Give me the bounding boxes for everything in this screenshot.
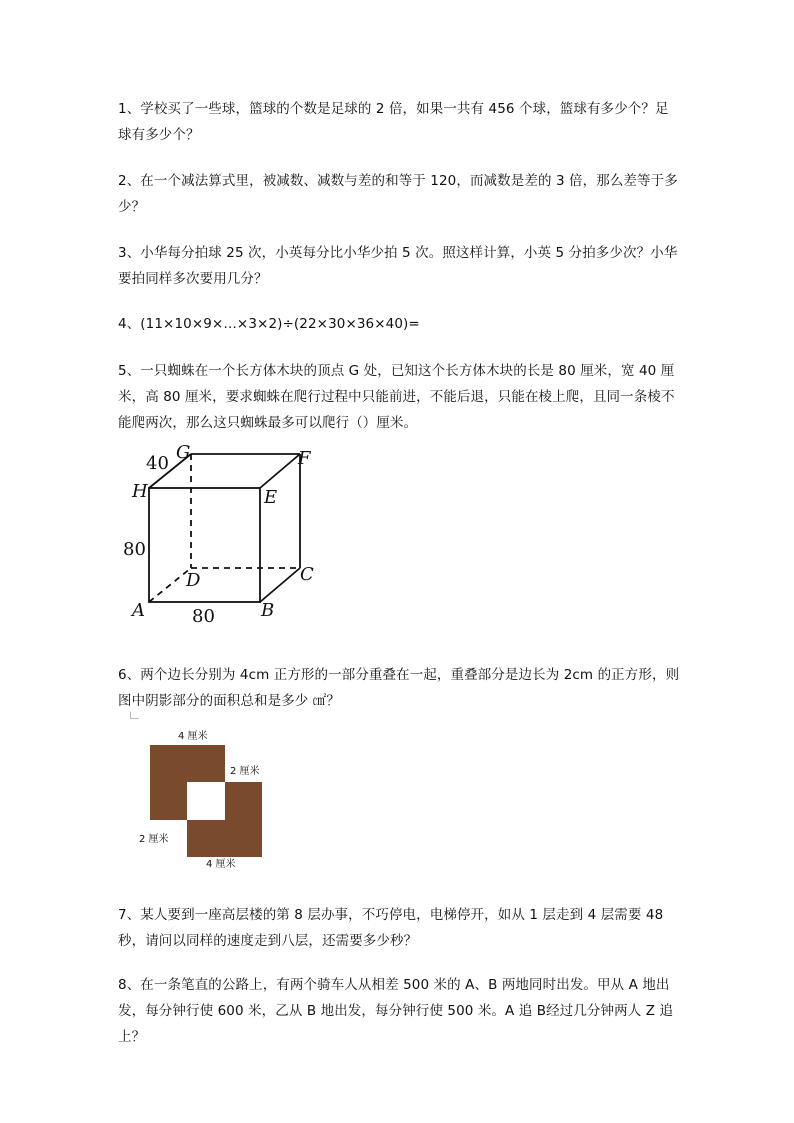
front-face — [149, 488, 260, 602]
question-7: 7、某人要到一座高层楼的第 8 层办事，不巧停电，电梯停开，如从 1 层走到 4 层需要 48 秒，请问以同样的速度走到八层，还需要多少秒？ — [118, 907, 664, 949]
overlapping-squares-figure — [128, 712, 278, 872]
question-5: 5、一只蜘蛛在一个长方体木块的顶点 G 处，已知这个长方体木块的长是 80 厘米，宽 40 厘米，高 80 厘米，要求蜘蛛在爬行过程中只能前进，不能后退，只能在棱上爬，且同一条棱不能爬两次，那么这只蜘蛛最多可以爬行（）厘米。 — [118, 363, 675, 431]
vertex-label-G: G — [176, 442, 191, 463]
cuboid-figure — [118, 440, 328, 630]
vertex-label-D: D — [186, 570, 201, 591]
dimension-length-label: 80 — [192, 606, 215, 627]
dimension-width-label: 40 — [146, 453, 169, 474]
vertex-label-E: E — [264, 487, 278, 508]
question-3: 3、小华每分拍球 25 次，小英每分比小华少拍 5 次。照这样计算，小英 5 分拍多少次？小华要拍同样多次要用几分？ — [118, 245, 678, 287]
question-6: 6、两个边长分别为 4cm 正方形的一部分重叠在一起，重叠部分是边长为 2cm 的正方形，则图中阴影部分的面积总和是多少 ㎠？ — [118, 667, 680, 709]
dimension-height-label: 80 — [123, 539, 146, 560]
question-1: 1、学校买了一些球，篮球的个数是足球的 2 倍，如果一共有 456 个球，篮球有多少个？足球有多少个？ — [118, 101, 669, 143]
edge-BC — [260, 568, 300, 602]
label-bottom: 4 厘米 — [206, 859, 236, 870]
vertex-label-F: F — [298, 448, 311, 469]
vertex-label-C: C — [300, 564, 314, 585]
question-4: 4、(11×10×9×…×3×2)÷(22×30×36×40)= — [118, 316, 420, 332]
label-top: 4 厘米 — [178, 731, 208, 742]
question-8: 8、在一条笔直的公路上，有两个骑车人从相差 500 米的 A、B 两地同时出发。甲从 A 地出发，每分钟行使 600 米，乙从 B 地出发，每分钟行使 500 米。A 追 B经过几分钟两人 Z 追上？ — [118, 977, 674, 1045]
edge-EF — [260, 454, 300, 488]
vertex-label-H: H — [132, 481, 148, 502]
overlap-square — [187, 782, 225, 820]
edge-AD — [149, 568, 191, 602]
vertex-label-B: B — [261, 600, 275, 621]
label-left: 2 厘米 — [139, 834, 169, 845]
label-right: 2 厘米 — [230, 766, 260, 777]
question-2: 2、在一个减法算式里，被减数、减数与差的和等于 120，而减数是差的 3 倍，那么差等于多少？ — [118, 173, 678, 215]
vertex-label-A: A — [132, 600, 145, 621]
